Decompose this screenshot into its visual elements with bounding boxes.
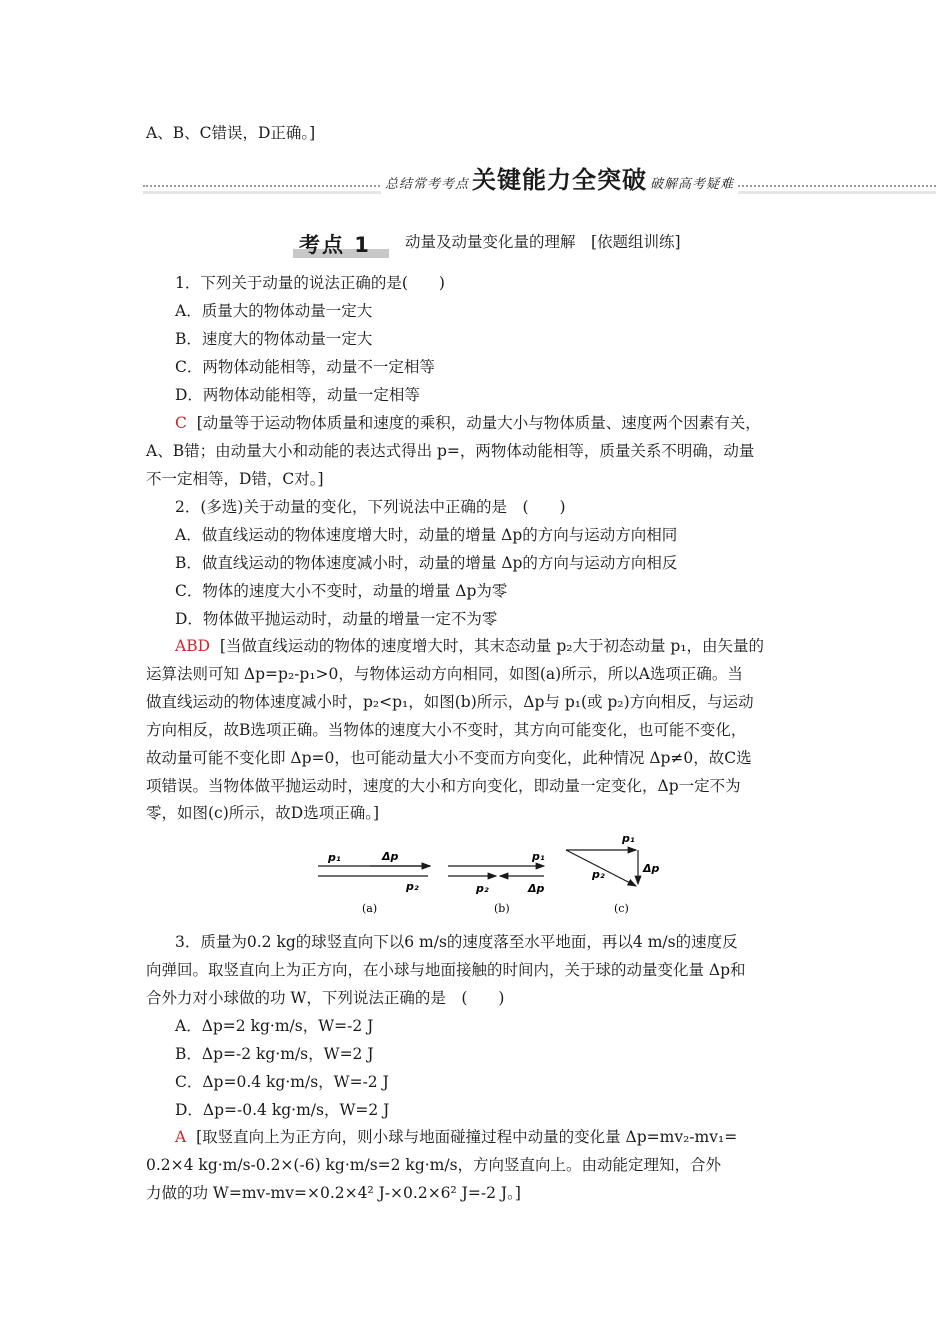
q2-explanation-line-6: 项错误。当物体做平抛运动时，速度的大小和方向变化，即动量一定变化，Δp一定不为 [146,777,741,795]
q1-explanation-line-2: A、B错；由动量大小和动能的表达式得出 p=，两物体动能相等，质量关系不明确，动量 [146,442,755,460]
q2-option-a: A．做直线运动的物体速度增大时，动量的增量 Δp的方向与运动方向相同 [175,526,678,544]
q2-answer: ABD [175,637,211,655]
q3-explanation-line-2: 0.2×4 kg·m/s-0.2×(-6) kg·m/s=2 kg·m/s，方向竖直向上。由动能定理知，合外 [146,1156,722,1174]
banner-text [381,160,738,195]
q1-explanation-line-1: C [动量等于运动物体质量和速度的乘积，动量大小与物体质量、速度两个因素有关， [175,414,761,432]
q3-option-d: D．Δp=-0.4 kg·m/s，W=2 J [175,1101,390,1119]
banner-left-caption: 总结常考考点 [384,177,469,192]
q1-option-a: A．质量大的物体动量一定大 [175,302,373,320]
fig-b-dp-label: Δp [528,882,545,895]
q1-option-d: D．两物体动能相等，动量一定相等 [175,386,420,404]
banner-right-caption: 破解高考疑难 [649,177,734,192]
fig-b-p1-label: p₁ [532,850,545,863]
fig-c-dp-label: Δp [643,862,660,875]
q2-explanation-line-1: ABD [当做直线运动的物体的速度增大时，其末态动量 p₂大于初态动量 p₁，由矢量的 [175,637,765,655]
figure-b [448,850,545,915]
fig-a-p2-label: p₂ [406,880,419,893]
fig-a-dp-label: Δp [382,850,399,863]
q3-stem-line-2: 向弹回。取竖直向上为正方向，在小球与地面接触的时间内，关于球的动量变化量 Δp和 [146,961,746,979]
banner-main-title: 关键能力全突破 [471,166,647,194]
section-banner [143,160,936,200]
q2-explanation-line-5: 故动量可能不变化即 Δp=0，也可能动量大小不变而方向变化，此种情况 Δp≠0，故C选 [146,749,752,767]
q3-option-a: A．Δp=2 kg·m/s，W=-2 J [175,1017,374,1035]
fig-a-caption: (a) [362,902,378,915]
fig-c-p1-label: p₁ [622,832,635,845]
q2-option-b: B．做直线运动的物体速度减小时，动量的增量 Δp的方向与运动方向相反 [175,554,678,572]
q2-explanation-line-7: 零，如图(c)所示，故D选项正确。] [146,804,380,822]
q1-answer: C [175,414,187,432]
q2-option-c: C．物体的速度大小不变时，动量的增量 Δp为零 [175,582,508,600]
q3-explanation-line-3: 力做的功 W=mv-mv=×0.2×4² J-×0.2×6² J=-2 J。] [146,1184,521,1202]
fig-c-caption: (c) [614,902,629,915]
figure-c [566,832,660,915]
q3-option-b: B．Δp=-2 kg·m/s，W=2 J [175,1045,374,1063]
q1-stem: 1．下列关于动量的说法正确的是( ) [175,274,445,292]
fig-b-p2-label: p₂ [476,882,489,895]
momentum-vector-figure [310,826,670,922]
topic-badge [293,228,389,258]
q3-option-c: C．Δp=0.4 kg·m/s，W=-2 J [175,1073,389,1091]
q1-option-c: C．两物体动能相等，动量不一定相等 [175,358,435,376]
q1-explanation-line-3: 不一定相等，D错，C对。] [146,470,324,488]
q2-explanation-line-2: 运算法则可知 Δp=p₂-p₁>0，与物体运动方向相同，如图(a)所示，所以A选项正确。当 [146,665,743,683]
figure-a [318,850,430,915]
q2-stem: 2．(多选)关于动量的变化，下列说法中正确的是 ( ) [175,498,566,516]
previous-answer-tail: A、B、C错误，D正确。] [146,124,316,142]
fig-a-p1-label: p₁ [328,851,341,864]
q2-option-d: D．物体做平抛运动时，动量的增量一定不为零 [175,610,498,628]
q3-answer: A [175,1128,187,1146]
fig-b-caption: (b) [494,902,510,915]
q2-explanation-line-3: 做直线运动的物体速度减小时，p₂<p₁，如图(b)所示，Δp与 p₁(或 p₂)方向相反，与运动 [146,693,754,711]
q3-explanation-line-1: A [取竖直向上为正方向，则小球与地面碰撞过程中动量的变化量 Δp=mv₂-mv₁= [175,1128,738,1146]
q2-explanation-line-4: 方向相反，故B选项正确。当物体的速度大小不变时，其方向可能变化，也可能不变化， [146,721,747,739]
fig-c-p2-label: p₂ [592,868,605,881]
topic-badge-label: 考点 1 [299,233,371,257]
q3-stem-line-3: 合外力对小球做的功 W，下列说法正确的是 ( ) [146,989,505,1007]
topic-title: 动量及动量变化量的理解 [依题组训练] [405,233,681,251]
q1-option-b: B．速度大的物体动量一定大 [175,330,373,348]
q3-stem-line-1: 3．质量为0.2 kg的球竖直向下以6 m/s的速度落至水平地面，再以4 m/s的速度反 [175,933,738,951]
